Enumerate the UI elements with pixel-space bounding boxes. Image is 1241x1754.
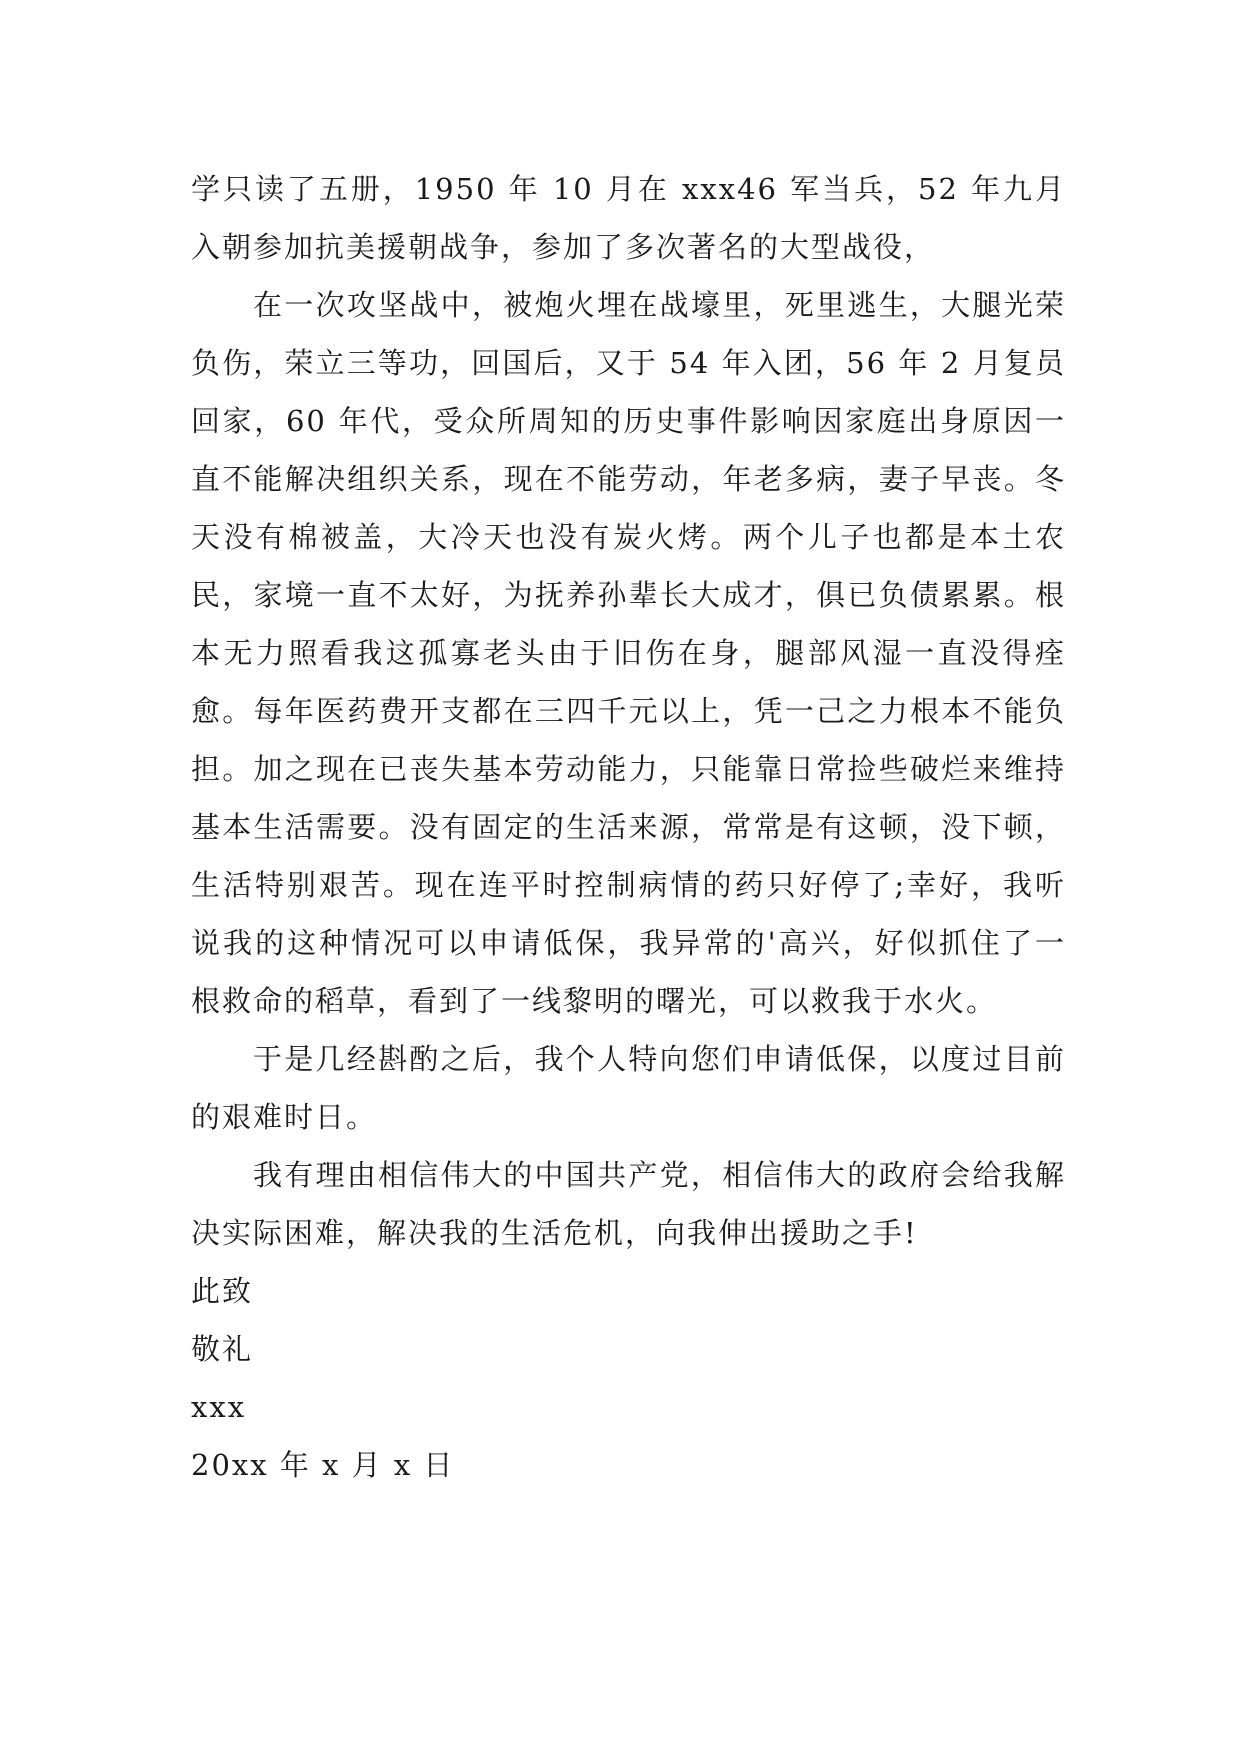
- letter-body: [191, 160, 1066, 1494]
- paragraph-3: 于是几经斟酌之后，我个人特向您们申请低保，以度过目前的艰难时日。: [191, 1042, 1066, 1134]
- paragraph-1: 学只读了五册，1950 年 10 月在 xxx46 军当兵，52 年九月入朝参加抗美援朝战争，参加了多次著名的大型战役，: [191, 172, 1066, 264]
- paragraph-2: 在一次攻坚战中，被炮火埋在战壕里，死里逃生，大腿光荣负伤，荣立三等功，回国后，又于 54 年入团，56 年 2 月复员回家，60 年代，受众所周知的历史事件影响因家庭出身原因一直不能解决组织关系，现在不能劳动，年老多病，妻子早丧。冬天没有棉被盖，大冷天也没有炭火烤。两个儿子也都是本土农民，家境一直不太好，为抚养孙辈长大成才，俱已负债累累。根本无力照看我这孤寡老头由于旧伤在身，腿部风湿一直没得痊愈。每年医药费开支都在三四千元以上，凭一己之力根本不能负担。加之现在已丧失基本劳动能力，只能靠日常捡些破烂来维持基本生活需要。没有固定的生活来源，常常是有这顿，没下顿，生活特别艰苦。现在连平时控制病情的药只好停了;幸好，我听说我的这种情况可以申请低保，我异常的'高兴，好似抓住了一根救命的稻草，看到了一线黎明的曙光，可以救我于水火。: [191, 288, 1066, 1018]
- signature: xxx: [191, 1390, 247, 1424]
- salutation-jingli: 敬礼: [191, 1332, 254, 1366]
- salutation-cizhi: 此致: [191, 1274, 254, 1308]
- paragraph-4: 我有理由相信伟大的中国共产党，相信伟大的政府会给我解决实际困难，解决我的生活危机，向我伸出援助之手!: [191, 1158, 1066, 1250]
- date-line: 20xx 年 x 月 x 日: [191, 1448, 455, 1482]
